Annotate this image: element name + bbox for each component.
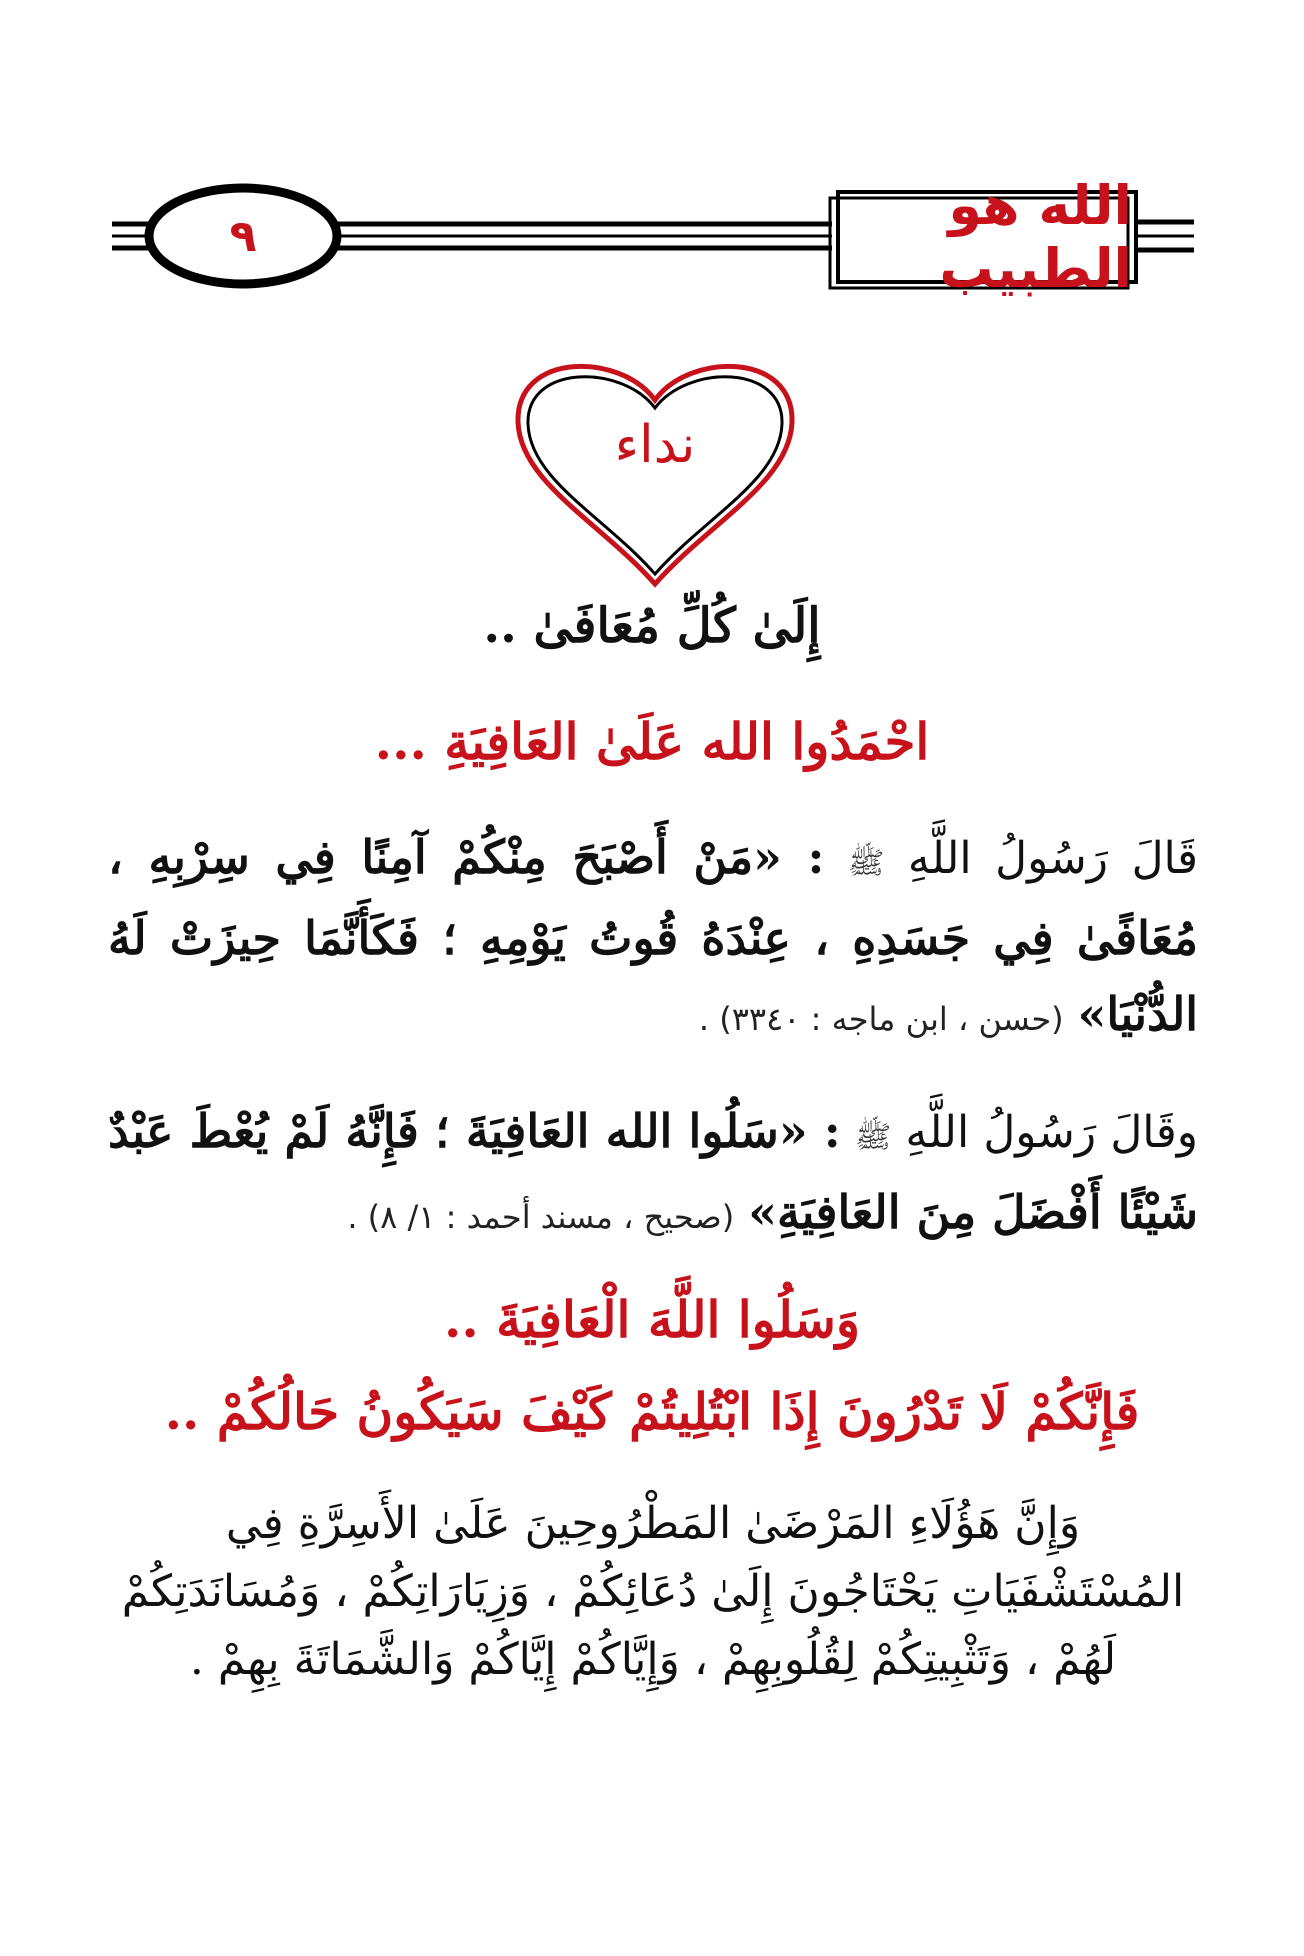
hadith-1-intro: قَالَ رَسُولُ اللَّهِ	[907, 833, 1198, 884]
running-header-title: الله هو الطبيب	[939, 174, 1132, 300]
heading-ask-wellbeing: وَسَلُوا اللَّهَ الْعَافِيَةَ ..	[443, 1290, 861, 1349]
heart-label: نداء	[614, 415, 696, 475]
subtitle: إِلَىٰ كُلِّ مُعَافَىٰ ..	[483, 598, 821, 654]
salla-glyph: ﷺ	[848, 846, 885, 881]
heading-praise: احْمَدُوا الله عَلَىٰ العَافِيَةِ ...	[374, 712, 930, 771]
hadith-paragraph-1	[108, 820, 1198, 1056]
hadith-1-reference: (حسن ، ابن ماجه : ٣٣٤٠) .	[698, 1000, 1064, 1038]
closing-paragraph: وَإِنَّ هَؤُلَاءِ المَرْضَىٰ المَطْرُوحِينَ عَلَىٰ الأَسِرَّةِ فِي المُسْتَشْفَيَاتِ يَحْتَاجُونَ إِلَىٰ دُعَائِكُمْ ، وَزِيَارَاتِكُمْ ، وَمُسَانَدَتِكُمْ لَهُمْ ، وَتَثْبِيتِكُمْ لِقُلُوبِهِمْ ، وَإِيَّاكُمْ إِيَّاكُمْ وَالشَّمَاتَةَ بِهِمْ .	[121, 1498, 1185, 1685]
heading-you-do-not-know: فَإِنَّكُمْ لَا تَدْرُونَ إِذَا ابْتُلِيتُمْ كَيْفَ سَيَكُونُ حَالُكُمْ ..	[164, 1382, 1140, 1441]
salla-glyph: ﷺ	[854, 1120, 892, 1155]
page-number: ٩	[229, 210, 257, 262]
hadith-2-reference: (صحيح ، مسند أحمد : ١/ ٨) .	[347, 1198, 735, 1236]
hadith-2-quote: : «سَلُوا الله العَافِيَةَ ؛ فَإِنَّهُ لَمْ يُعْطَ عَبْدٌ شَيْئًا أَفْضَلَ مِنَ العَافِيَةِ»	[108, 1104, 1198, 1239]
hadith-1-quote: : «مَنْ أَصْبَحَ مِنْكُمْ آمِنًا فِي سِرْبِهِ ، مُعَافًىٰ فِي جَسَدِهِ ، عِنْدَهُ قُوتُ يَوْمِهِ ؛ فَكَأَنَّمَا حِيزَتْ لَهُ الدُّنْيَا»	[108, 830, 1198, 1041]
hadith-2-intro: وقَالَ رَسُولُ اللَّهِ	[905, 1107, 1198, 1158]
hadith-paragraph-2	[108, 1094, 1198, 1254]
